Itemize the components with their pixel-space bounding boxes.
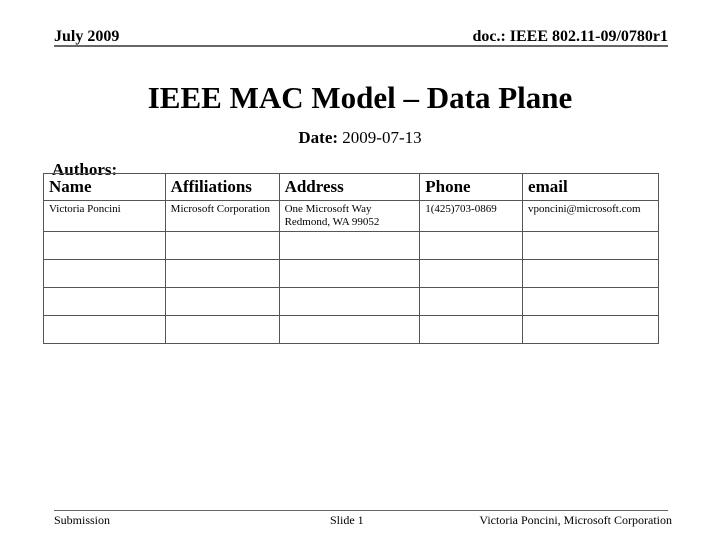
table-cell xyxy=(523,316,659,344)
table-cell xyxy=(523,232,659,260)
column-header: email xyxy=(523,174,659,201)
table-cell xyxy=(523,288,659,316)
table-cell xyxy=(165,232,279,260)
authors-label: Authors: xyxy=(52,160,118,179)
table-cell xyxy=(279,232,420,260)
table-cell xyxy=(420,260,523,288)
table-cell: Victoria Poncini xyxy=(44,201,166,232)
footer-divider xyxy=(54,510,668,511)
column-header: Name xyxy=(44,174,166,201)
table-cell xyxy=(279,260,420,288)
column-header: Address xyxy=(279,174,420,201)
table-cell xyxy=(165,288,279,316)
header-doc-id: doc.: IEEE 802.11-09/0780r1 xyxy=(472,28,668,45)
table-cell xyxy=(165,316,279,344)
table-cell: 1(425)703-0869 xyxy=(420,201,523,232)
authors-table xyxy=(43,173,659,344)
table-cell: One Microsoft Way Redmond, WA 99052 xyxy=(279,201,420,232)
table-row xyxy=(44,260,659,288)
table-cell xyxy=(165,260,279,288)
table-row xyxy=(44,201,659,232)
table-cell xyxy=(279,316,420,344)
table-row xyxy=(44,232,659,260)
table-cell xyxy=(44,260,166,288)
table-cell xyxy=(523,260,659,288)
table-cell xyxy=(420,288,523,316)
table-cell: Microsoft Corporation xyxy=(165,201,279,232)
footer-slide-number: Slide 1 xyxy=(330,513,364,527)
table-row xyxy=(44,316,659,344)
table-cell xyxy=(44,288,166,316)
date-line xyxy=(0,128,720,148)
header-divider xyxy=(54,45,668,47)
table-cell xyxy=(420,232,523,260)
table-cell xyxy=(420,316,523,344)
table-cell xyxy=(44,316,166,344)
table-row xyxy=(44,288,659,316)
footer-author: Victoria Poncini, Microsoft Corporation xyxy=(479,513,672,527)
table-cell xyxy=(279,288,420,316)
column-header: Phone xyxy=(420,174,523,201)
slide-title: IEEE MAC Model – Data Plane xyxy=(147,80,573,115)
table-cell xyxy=(44,232,166,260)
date-value: 2009-07-13 xyxy=(342,128,422,147)
table-cell: vponcini@microsoft.com xyxy=(523,201,659,232)
header-date: July 2009 xyxy=(54,28,120,45)
column-header: Affiliations xyxy=(165,174,279,201)
date-label: Date: xyxy=(298,128,339,147)
table-header-row xyxy=(44,174,659,201)
footer-submission: Submission xyxy=(54,513,111,527)
